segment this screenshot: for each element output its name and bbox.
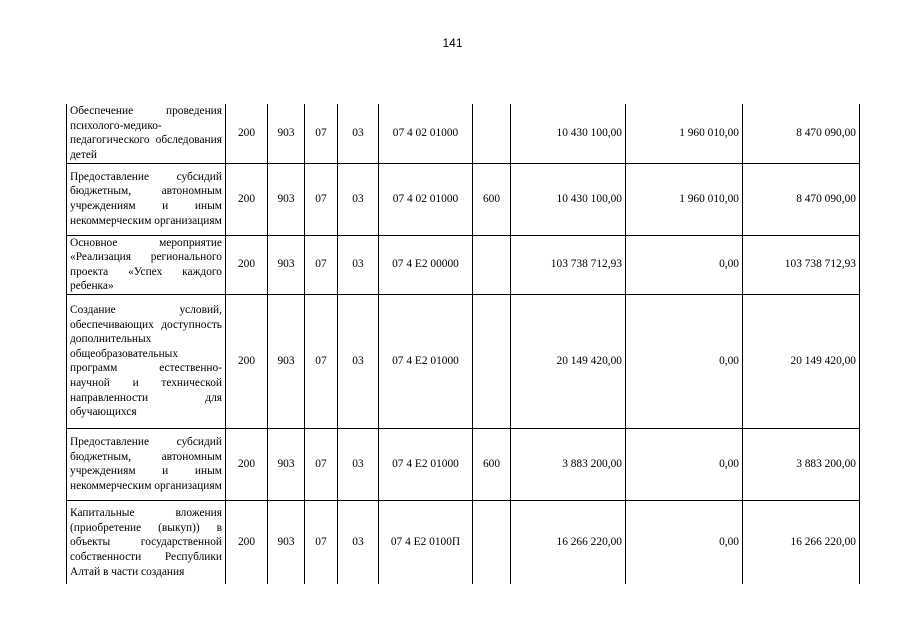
row-sum2-cell: 0,00 (626, 500, 743, 584)
row-gr-cell: 200 (226, 428, 268, 500)
row-rz-cell: 07 (305, 428, 338, 500)
row-sum3-cell: 8 470 090,00 (743, 163, 860, 235)
row-csr-cell: 07 4 Е2 01000 (379, 294, 473, 428)
row-sum3-cell: 8 470 090,00 (743, 104, 860, 163)
page-number: 141 (442, 36, 463, 50)
table-row (67, 294, 860, 428)
row-pr-cell: 03 (338, 235, 379, 294)
row-sum2-cell: 1 960 010,00 (626, 163, 743, 235)
row-gr-cell: 200 (226, 104, 268, 163)
row-sum1-cell: 103 738 712,93 (511, 235, 626, 294)
row-gr-cell: 200 (226, 235, 268, 294)
row-sum1-cell: 20 149 420,00 (511, 294, 626, 428)
row-pr-cell: 03 (338, 500, 379, 584)
row-rz-cell: 07 (305, 104, 338, 163)
row-sum1-cell: 16 266 220,00 (511, 500, 626, 584)
row-ved-cell: 903 (268, 500, 305, 584)
row-sum3-cell: 103 738 712,93 (743, 235, 860, 294)
budget-table (66, 104, 860, 584)
row-name-cell: Обеспечение проведения психолого-медико-педагогического обследования детей (67, 104, 226, 163)
row-sum3-cell: 16 266 220,00 (743, 500, 860, 584)
table-row (67, 500, 860, 584)
row-sum2-cell: 0,00 (626, 294, 743, 428)
row-csr-cell: 07 4 Е2 00000 (379, 235, 473, 294)
row-csr-cell: 07 4 Е2 01000 (379, 428, 473, 500)
table-row (67, 428, 860, 500)
row-vr-cell: 600 (473, 428, 511, 500)
row-vr-cell (473, 294, 511, 428)
row-name-cell: Капитальные вложения (приобретение (выкуп)) в объекты государственной собственности Республики Алтай в части создания (67, 500, 226, 584)
table-row (67, 163, 860, 235)
table-row (67, 104, 860, 163)
table-body (67, 104, 860, 584)
row-sum2-cell: 0,00 (626, 428, 743, 500)
row-ved-cell: 903 (268, 104, 305, 163)
row-pr-cell: 03 (338, 163, 379, 235)
row-ved-cell: 903 (268, 163, 305, 235)
row-vr-cell: 600 (473, 163, 511, 235)
row-vr-cell (473, 500, 511, 584)
row-name-cell: Создание условий, обеспечивающих доступность дополнительных общеобразовательных программ естественно-научной и технической направленности для обучающихся (67, 294, 226, 428)
row-rz-cell: 07 (305, 163, 338, 235)
row-gr-cell: 200 (226, 163, 268, 235)
row-sum1-cell: 10 430 100,00 (511, 104, 626, 163)
row-rz-cell: 07 (305, 235, 338, 294)
row-ved-cell: 903 (268, 428, 305, 500)
row-csr-cell: 07 4 Е2 0100П (379, 500, 473, 584)
row-sum2-cell: 1 960 010,00 (626, 104, 743, 163)
row-pr-cell: 03 (338, 104, 379, 163)
row-sum3-cell: 20 149 420,00 (743, 294, 860, 428)
row-ved-cell: 903 (268, 294, 305, 428)
row-sum2-cell: 0,00 (626, 235, 743, 294)
row-sum1-cell: 10 430 100,00 (511, 163, 626, 235)
row-vr-cell (473, 235, 511, 294)
row-gr-cell: 200 (226, 500, 268, 584)
row-rz-cell: 07 (305, 294, 338, 428)
row-rz-cell: 07 (305, 500, 338, 584)
row-pr-cell: 03 (338, 294, 379, 428)
row-gr-cell: 200 (226, 294, 268, 428)
row-sum1-cell: 3 883 200,00 (511, 428, 626, 500)
row-ved-cell: 903 (268, 235, 305, 294)
row-pr-cell: 03 (338, 428, 379, 500)
row-vr-cell (473, 104, 511, 163)
table-row (67, 235, 860, 294)
row-name-cell: Предоставление субсидий бюджетным, автономным учреждениям и иным некоммерческим организациям (67, 163, 226, 235)
row-sum3-cell: 3 883 200,00 (743, 428, 860, 500)
row-csr-cell: 07 4 02 01000 (379, 104, 473, 163)
row-csr-cell: 07 4 02 01000 (379, 163, 473, 235)
row-name-cell: Основное мероприятие «Реализация регионального проекта «Успех каждого ребенка» (67, 235, 226, 294)
row-name-cell: Предоставление субсидий бюджетным, автономным учреждениям и иным некоммерческим организациям (67, 428, 226, 500)
